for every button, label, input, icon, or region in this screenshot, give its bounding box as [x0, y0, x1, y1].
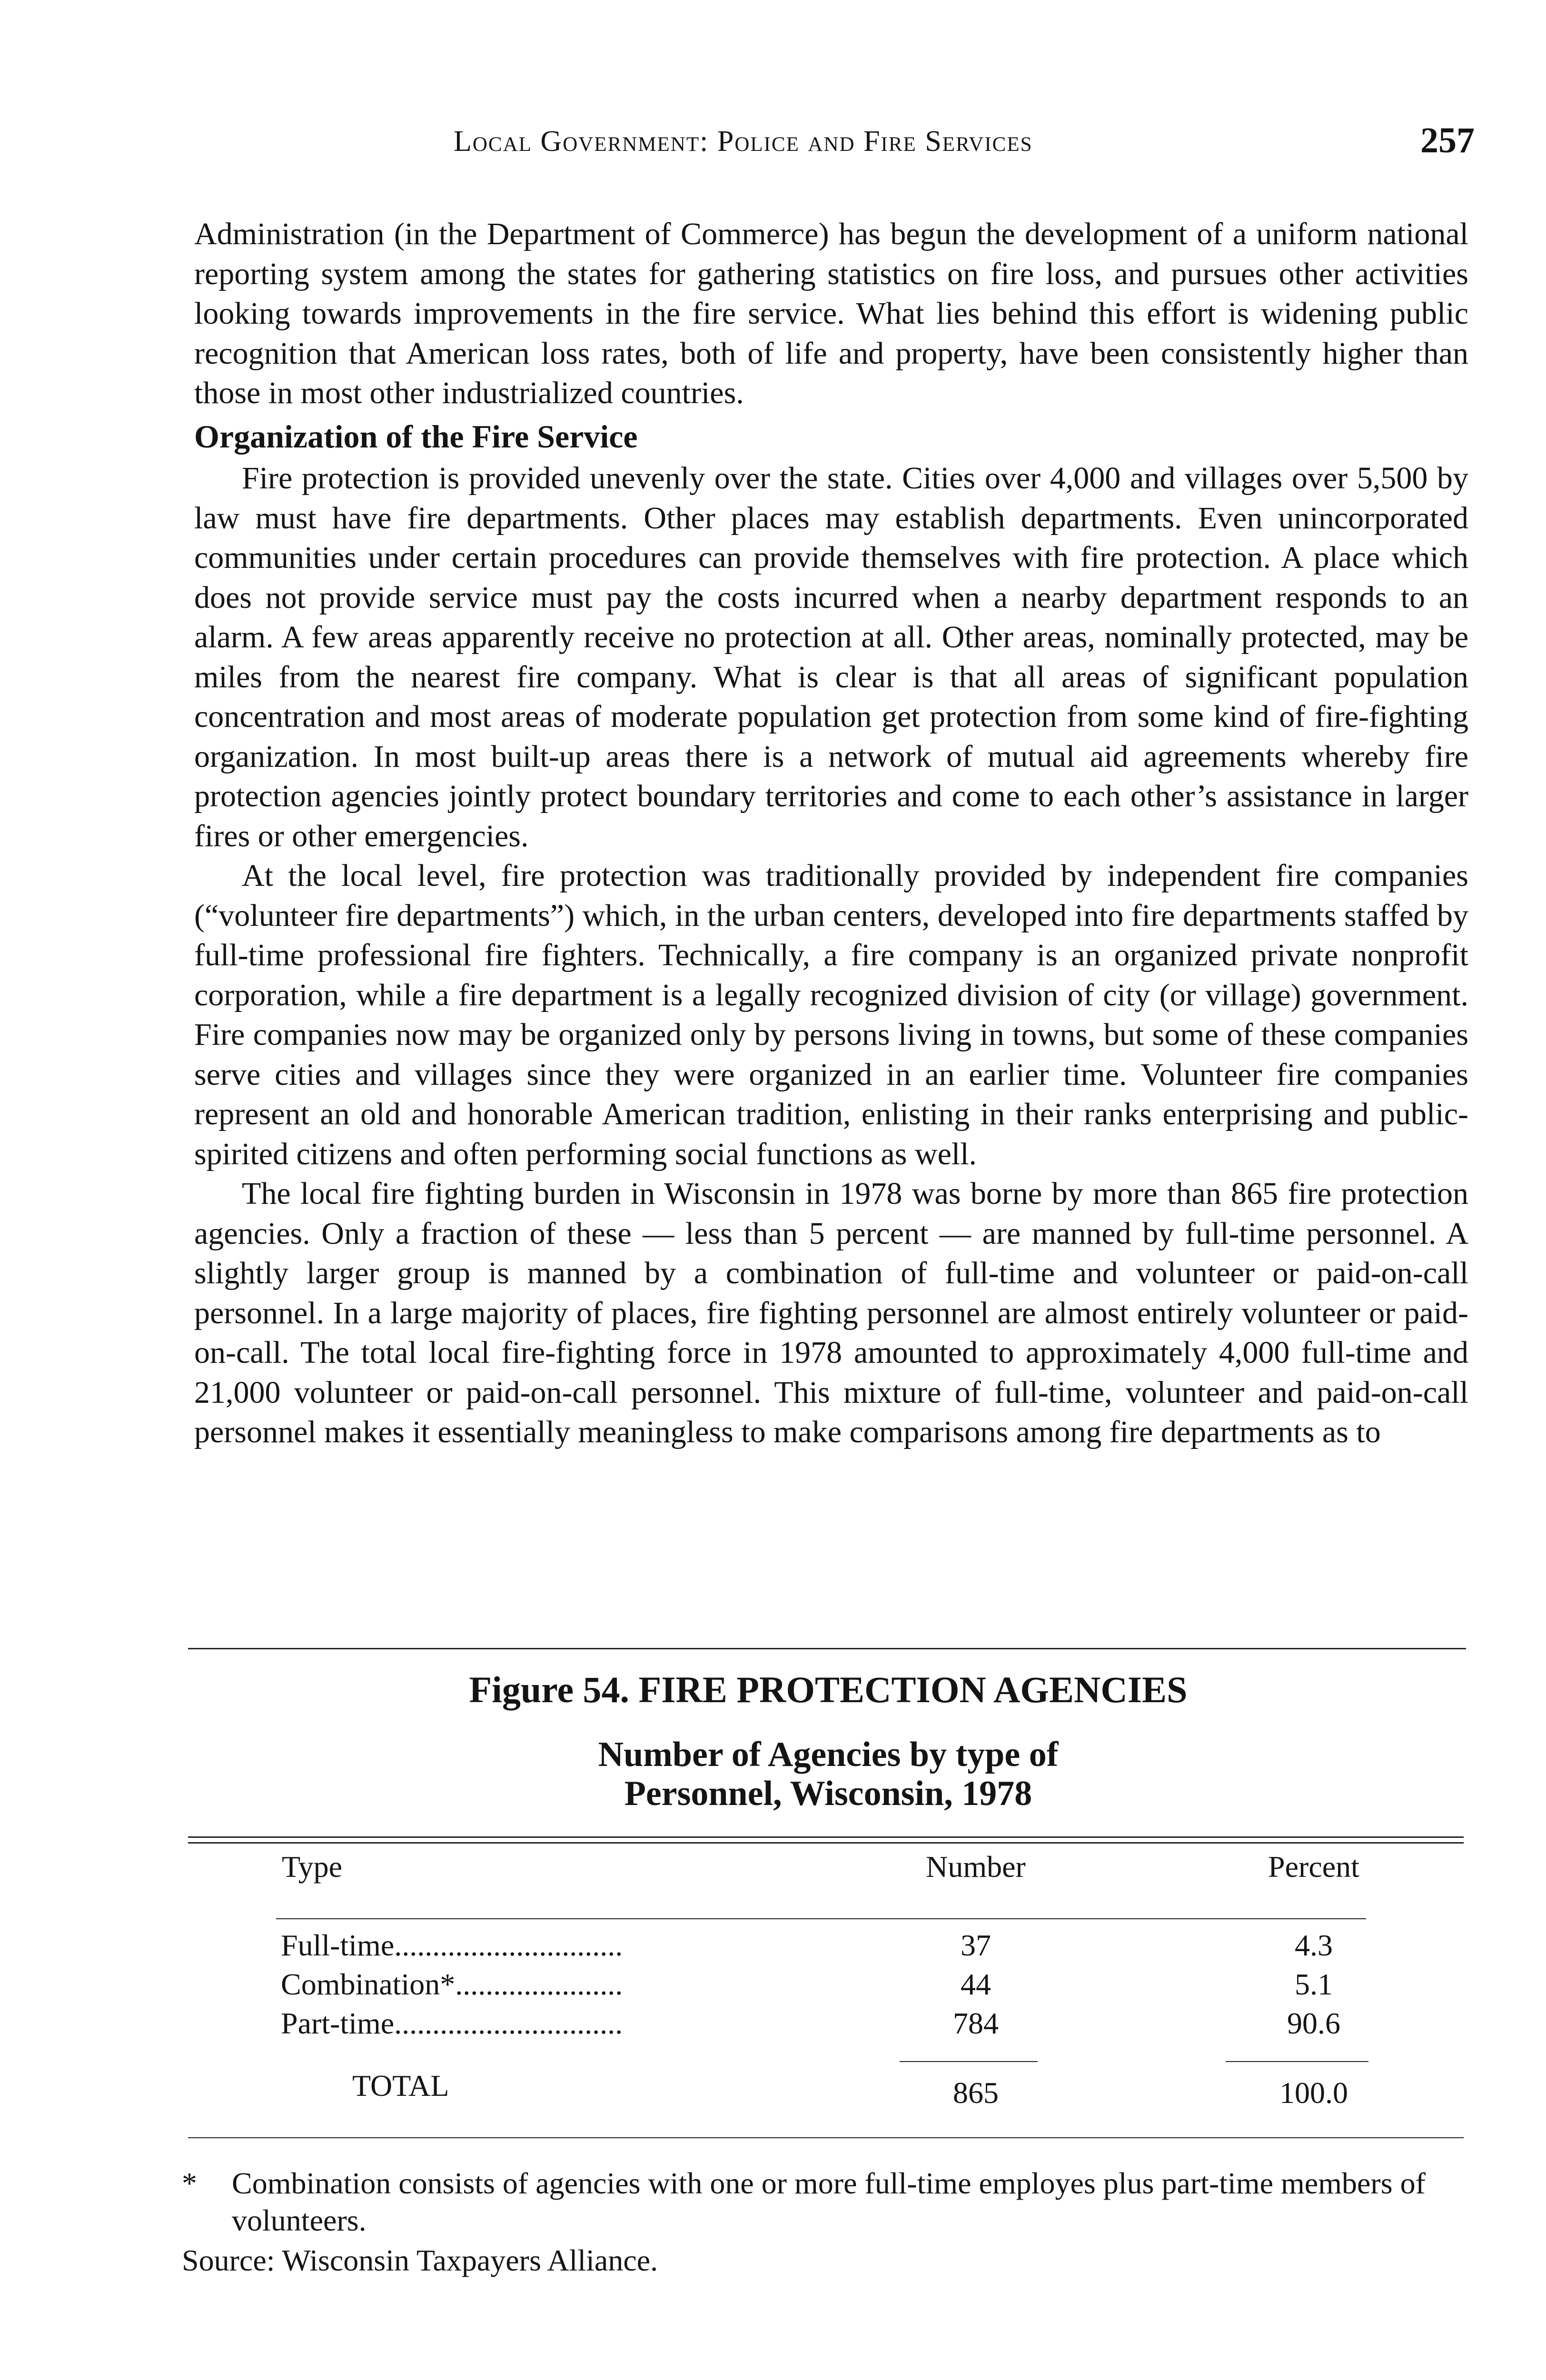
- figure-subtitle: [0, 1735, 1546, 1813]
- table-row-percent: 90.6: [1287, 2006, 1340, 2040]
- figure-subtitle-line-1: Number of Agencies by type of: [598, 1735, 1059, 1774]
- total-label: TOTAL: [352, 2069, 449, 2102]
- total-percent: 100.0: [1279, 2076, 1348, 2110]
- figure-subtitle-line-2: Personnel, Wisconsin, 1978: [624, 1774, 1032, 1813]
- paragraph-3: At the local level, fire protection was traditionally provided by independent fire companies (“volunteer fire departments”) which, in the urban centers, developed into fire departments staffed by full-time professional fire fighters. Technically, a fire company is an organized private nonprofit corporation, while a fire department is a legally recognized division of city (or village) government. Fire companies now may be organized only by persons living in towns, but some of these companies serve cities and villages since they were organized in an earlier time. Volunteer fire companies represent an old and honorable American tradition, enlisting in their ranks enterprising and public-spirited citizens and often performing social functions as well.: [194, 858, 1468, 1171]
- footnote-marker: *: [182, 2166, 197, 2200]
- table-top-rule-2: [188, 1842, 1464, 1844]
- footnote-text: Combination consists of agencies with one or more full-time employes plus part-time members of volunteers.: [232, 2166, 1426, 2237]
- table-bottom-rule: [188, 2137, 1464, 2138]
- figure-title: Figure 54. FIRE PROTECTION AGENCIES: [469, 1669, 1188, 1710]
- dot-leader: ......................: [455, 1967, 623, 2001]
- col-header-number: Number: [926, 1850, 1026, 1884]
- table-row-percent: 5.1: [1295, 1967, 1333, 2001]
- percent-total-rule: [1226, 2061, 1368, 2062]
- paragraph-4: The local fire fighting burden in Wisconsin in 1978 was borne by more than 865 fire protection agencies. Only a fraction of these — less than 5 percent — are manned by full-time personnel. A slightly larger group is manned by a combination of full-time and volunteer or paid-on-call personnel. In a large majority of places, fire fighting personnel are almost entirely volunteer or paid-on-call. The total local fire-fighting force in 1978 amounted to approximately 4,000 full-time and 21,000 volunteer or paid-on-call personnel. This mixture of full-time, volunteer and paid-on-call personnel makes it essentially meaningless to make comparisons among fire departments as to: [194, 1176, 1468, 1449]
- header-underline: [276, 1918, 1366, 1919]
- table-row-percent: 4.3: [1295, 1928, 1333, 1962]
- paragraph-2: Fire protection is provided unevenly over the state. Cities over 4,000 and villages over 5,500 by law must have fire departments. Other places may establish departments. Even unincorporated communities under certain procedures can provide themselves with fire protection. A place which does not provide service must pay the costs incurred when a nearby department responds to an alarm. A few areas apparently receive no protection at all. Other areas, nominally protected, may be miles from the nearest fire company. What is clear is that all areas of significant population concentration and most areas of moderate population get protection from some kind of fire-fighting organization. In most built-up areas there is a network of mutual aid agreements whereby fire protection agencies jointly protect boundary territories and come to each other’s assistance in larger fires or other emergencies.: [194, 461, 1468, 853]
- footnote: [182, 2165, 1472, 2239]
- table-row-number: 44: [961, 1967, 991, 2001]
- table-top-rule-1: [188, 1836, 1464, 1838]
- col-header-percent: Percent: [1268, 1850, 1359, 1884]
- table-row-label: Full-time..............................: [281, 1928, 623, 1962]
- section-heading: Organization of the Fire Service: [194, 418, 638, 455]
- number-total-rule: [900, 2061, 1038, 2062]
- dot-leader: ..............................: [394, 1928, 623, 1962]
- paragraph-1: Administration (in the Department of Commerce) has begun the development of a uniform national reporting system among the states for gathering statistics on fire loss, and pursues other activities looking towards improvements in the fire service. What lies behind this effort is widening public recognition that American loss rates, both of life and property, have been consistently higher than those in most other industrialized countries.: [194, 217, 1468, 410]
- table-row-number: 784: [953, 2006, 999, 2040]
- body-text: [194, 214, 1468, 1452]
- dot-leader: ..............................: [394, 2006, 623, 2040]
- table-row-label: Part-time..............................: [281, 2006, 623, 2040]
- col-header-type: Type: [282, 1850, 343, 1884]
- figure-top-rule: [188, 1648, 1466, 1649]
- page-number: 257: [1420, 120, 1475, 160]
- total-number: 865: [953, 2076, 999, 2110]
- table-row-label: Combination*......................: [281, 1967, 623, 2001]
- table-row-number: 37: [961, 1928, 991, 1962]
- source-note: Source: Wisconsin Taxpayers Alliance.: [182, 2243, 658, 2277]
- running-head: Local Government: Police and Fire Services: [454, 125, 1033, 158]
